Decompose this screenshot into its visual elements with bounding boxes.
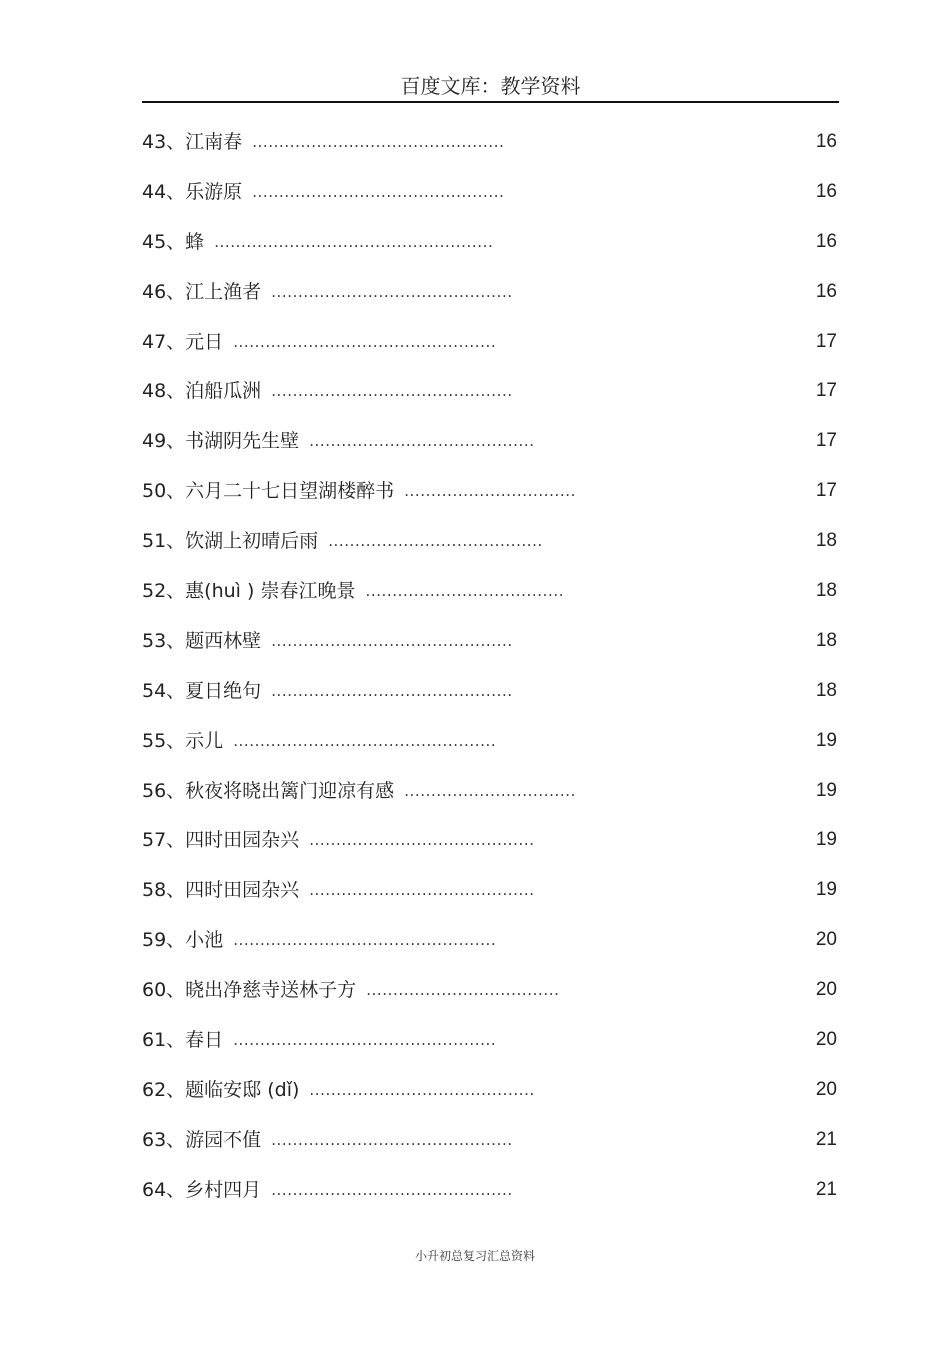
- toc-entry[interactable]: [142, 865, 839, 915]
- toc-entry-page-number: 18: [815, 579, 837, 601]
- toc-entry-title: 63、游园不值: [142, 1128, 262, 1151]
- toc-dot-leader: .............................................: [271, 1180, 513, 1199]
- toc-entry-page-number: 20: [815, 1028, 837, 1050]
- toc-dot-leader: ........................................: [328, 532, 543, 551]
- toc-entry-title: 59、小池: [142, 929, 224, 952]
- toc-entry-title: 51、饮湖上初晴后雨: [142, 530, 319, 553]
- toc-entry-page-number: 16: [815, 130, 837, 152]
- toc-entry-page-number: 20: [815, 1078, 837, 1100]
- toc-dot-leader: .............................................: [271, 382, 513, 401]
- toc-entry-title: 60、晓出净慈寺送林子方: [142, 979, 357, 1002]
- toc-dot-leader: ................................: [404, 482, 576, 501]
- toc-entry-page-number: 18: [815, 629, 837, 651]
- toc-dot-leader: ...............................................: [252, 132, 505, 151]
- toc-dot-leader: ....................................: [366, 981, 560, 1000]
- toc-entry[interactable]: [142, 317, 839, 367]
- toc-entry-title: 55、示儿: [142, 729, 224, 752]
- toc-entry[interactable]: [142, 1165, 839, 1215]
- toc-dot-leader: .................................................: [233, 332, 497, 351]
- toc-entry[interactable]: [142, 1015, 839, 1065]
- toc-entry-title: 48、泊船瓜洲: [142, 380, 262, 403]
- toc-dot-leader: ..........................................: [309, 1080, 535, 1099]
- toc-dot-leader: ..........................................: [309, 432, 535, 451]
- toc-entry-page-number: 19: [815, 779, 837, 801]
- toc-dot-leader: ..........................................: [309, 831, 535, 850]
- toc-dot-leader: ....................................................: [214, 232, 494, 251]
- toc-dot-leader: ..........................................: [309, 881, 535, 900]
- toc-entry-title: 49、书湖阴先生壁: [142, 430, 300, 453]
- toc-entry[interactable]: [142, 616, 839, 666]
- toc-entry-title: 44、乐游原: [142, 180, 243, 203]
- toc-entry[interactable]: [142, 1115, 839, 1165]
- toc-dot-leader: .................................................: [233, 931, 497, 950]
- toc-entry-page-number: 19: [815, 729, 837, 751]
- toc-entry-title: 45、蜂: [142, 230, 205, 253]
- toc-dot-leader: .....................................: [365, 581, 565, 600]
- toc-dot-leader: ................................: [404, 781, 576, 800]
- toc-entry-page-number: 16: [815, 180, 837, 202]
- toc-dot-leader: .............................................: [271, 631, 513, 650]
- toc-entry-page-number: 21: [815, 1178, 837, 1200]
- toc-entry-page-number: 16: [815, 230, 837, 252]
- toc-entry[interactable]: [142, 815, 839, 865]
- toc-entry[interactable]: [142, 117, 839, 167]
- toc-entry-title: 62、题临安邸 (dǐ): [142, 1078, 300, 1101]
- toc-entry-page-number: 21: [815, 1128, 837, 1150]
- toc-entry[interactable]: [142, 267, 839, 317]
- toc-entry[interactable]: [142, 366, 839, 416]
- toc-entry[interactable]: [142, 666, 839, 716]
- header-divider: [142, 101, 839, 103]
- toc-entry-page-number: 20: [815, 929, 837, 951]
- toc-entry-title: 47、元日: [142, 330, 224, 353]
- toc-entry[interactable]: [142, 167, 839, 217]
- toc-entry[interactable]: [142, 915, 839, 965]
- toc-entry-page-number: 16: [815, 280, 837, 302]
- toc-entry-page-number: 18: [815, 530, 837, 552]
- toc-entry-page-number: 17: [815, 330, 837, 352]
- toc-dot-leader: .............................................: [271, 1130, 513, 1149]
- toc-entry-title: 53、题西林壁: [142, 629, 262, 652]
- page-footer: 小升初总复习汇总资料: [414, 1249, 535, 1263]
- toc-dot-leader: ...............................................: [252, 182, 505, 201]
- toc-entry-page-number: 19: [815, 829, 837, 851]
- toc-entry-title: 43、江南春: [142, 130, 243, 153]
- toc-entry[interactable]: [142, 716, 839, 766]
- toc-entry[interactable]: [142, 516, 839, 566]
- toc-entry-page-number: 17: [815, 430, 837, 452]
- toc-dot-leader: .................................................: [233, 731, 497, 750]
- toc-entry[interactable]: [142, 416, 839, 466]
- toc-entry[interactable]: [142, 965, 839, 1015]
- toc-entry-title: 56、秋夜将晓出篱门迎凉有感: [142, 779, 395, 802]
- toc-entry-title: 61、春日: [142, 1028, 224, 1051]
- toc-entry-title: 54、夏日绝句: [142, 679, 262, 702]
- toc-entry-title: 50、六月二十七日望湖楼醉书: [142, 480, 395, 503]
- toc-dot-leader: .................................................: [233, 1030, 497, 1049]
- toc-entry-title: 57、四时田园杂兴: [142, 829, 300, 852]
- toc-entry-title: 64、乡村四月: [142, 1178, 262, 1201]
- page-header-title: 百度文库：教学资料: [400, 74, 581, 98]
- toc-dot-leader: .............................................: [271, 681, 513, 700]
- toc-entry[interactable]: [142, 1065, 839, 1115]
- toc-entry-page-number: 17: [815, 480, 837, 502]
- toc-entry-page-number: 17: [815, 380, 837, 402]
- toc-entry[interactable]: [142, 466, 839, 516]
- toc-entry-page-number: 19: [815, 879, 837, 901]
- table-of-contents: [142, 117, 839, 1215]
- toc-entry-title: 52、惠(huì ) 崇春江晚景: [142, 579, 356, 602]
- toc-entry[interactable]: [142, 766, 839, 816]
- toc-entry-page-number: 18: [815, 679, 837, 701]
- toc-entry-title: 58、四时田园杂兴: [142, 879, 300, 902]
- toc-entry-title: 46、江上渔者: [142, 280, 262, 303]
- toc-entry[interactable]: [142, 217, 839, 267]
- toc-dot-leader: .............................................: [271, 282, 513, 301]
- toc-entry[interactable]: [142, 566, 839, 616]
- toc-entry-page-number: 20: [815, 979, 837, 1001]
